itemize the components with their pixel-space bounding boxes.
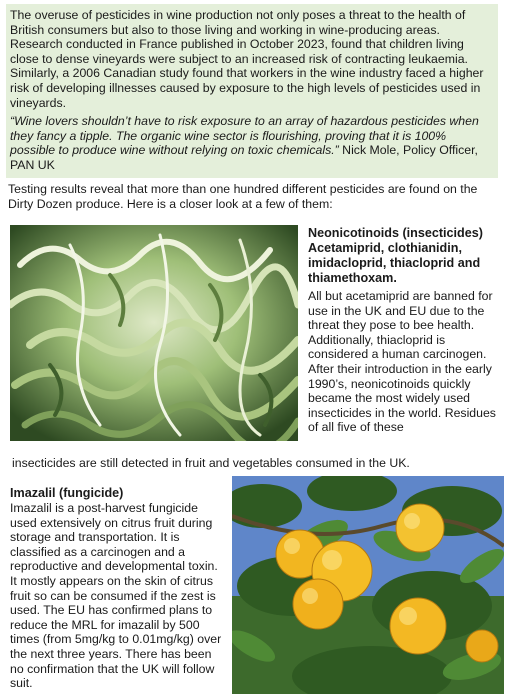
intro-paragraph: Testing results reveal that more than one hundred different pesticides are found on the Dirty Dozen produce. Here is a closer look at a few of them: xyxy=(8,182,478,211)
lettuce-photo xyxy=(10,225,298,441)
callout-quote: “Wine lovers shouldn’t have to risk exposure to an array of hazardous pesticides when they fancy a tipple. The organic wine sector is flourishing, proving that it is 100% possible to produce wine without relying on toxic chemicals.” xyxy=(10,114,479,158)
neonicotinoids-heading: Neonicotinoids (insecticides) Acetamiprid, clothianidin, imidacloprid, thiacloprid and thiamethoxam. xyxy=(308,226,483,285)
lettuce-illustration xyxy=(10,225,298,441)
neonicotinoids-section xyxy=(308,226,504,435)
neonicotinoids-body-continued: insecticides are still detected in fruit and vegetables consumed in the UK. xyxy=(12,456,410,470)
lemon-tree-illustration xyxy=(232,476,504,694)
neonicotinoids-body: All but acetamiprid are banned for use in the UK and EU due to the threat they pose to bee health. Additionally, thiacloprid is considered a human carcinogen. After their introduction in the early 1990’s, neonicotinoids quickly became the most widely used insecticides in the world. Residues of all five of these xyxy=(308,289,496,435)
callout-quote-block xyxy=(10,114,494,172)
pesticide-wine-callout xyxy=(6,4,498,178)
lemon-tree-photo xyxy=(232,476,504,694)
callout-paragraph: The overuse of pesticides in wine production not only poses a threat to the health of British consumers but also to those living and working in wine-producing areas. Research conducted in France published in October 2023, found that children living close to dense vineyards were subject to an increased risk of contracting leukaemia. Similarly, a 2006 Canadian study found that workers in the wine industry faced a higher risk of developing illnesses caused by exposure to the high levels of pesticides used in vineyards. xyxy=(10,8,484,110)
imazalil-heading: Imazalil (fungicide) xyxy=(10,486,124,500)
callout-attribution: Nick Mole, Policy Officer, PAN UK xyxy=(10,143,478,172)
imazalil-section xyxy=(10,486,226,691)
imazalil-body: Imazalil is a post-harvest fungicide used extensively on citrus fruit during storage and transportation. It is classified as a carcinogen and a reproductive and developmental toxin. It mostly appears on the skin of citrus fruit so can be consumed if the zest is used. The EU has confirmed plans to reduce the MRL for imazalil by 500 times (from 5mg/kg to 0.01mg/kg) over the next three years. There has been no confirmation that the UK will follow suit. xyxy=(10,501,222,691)
